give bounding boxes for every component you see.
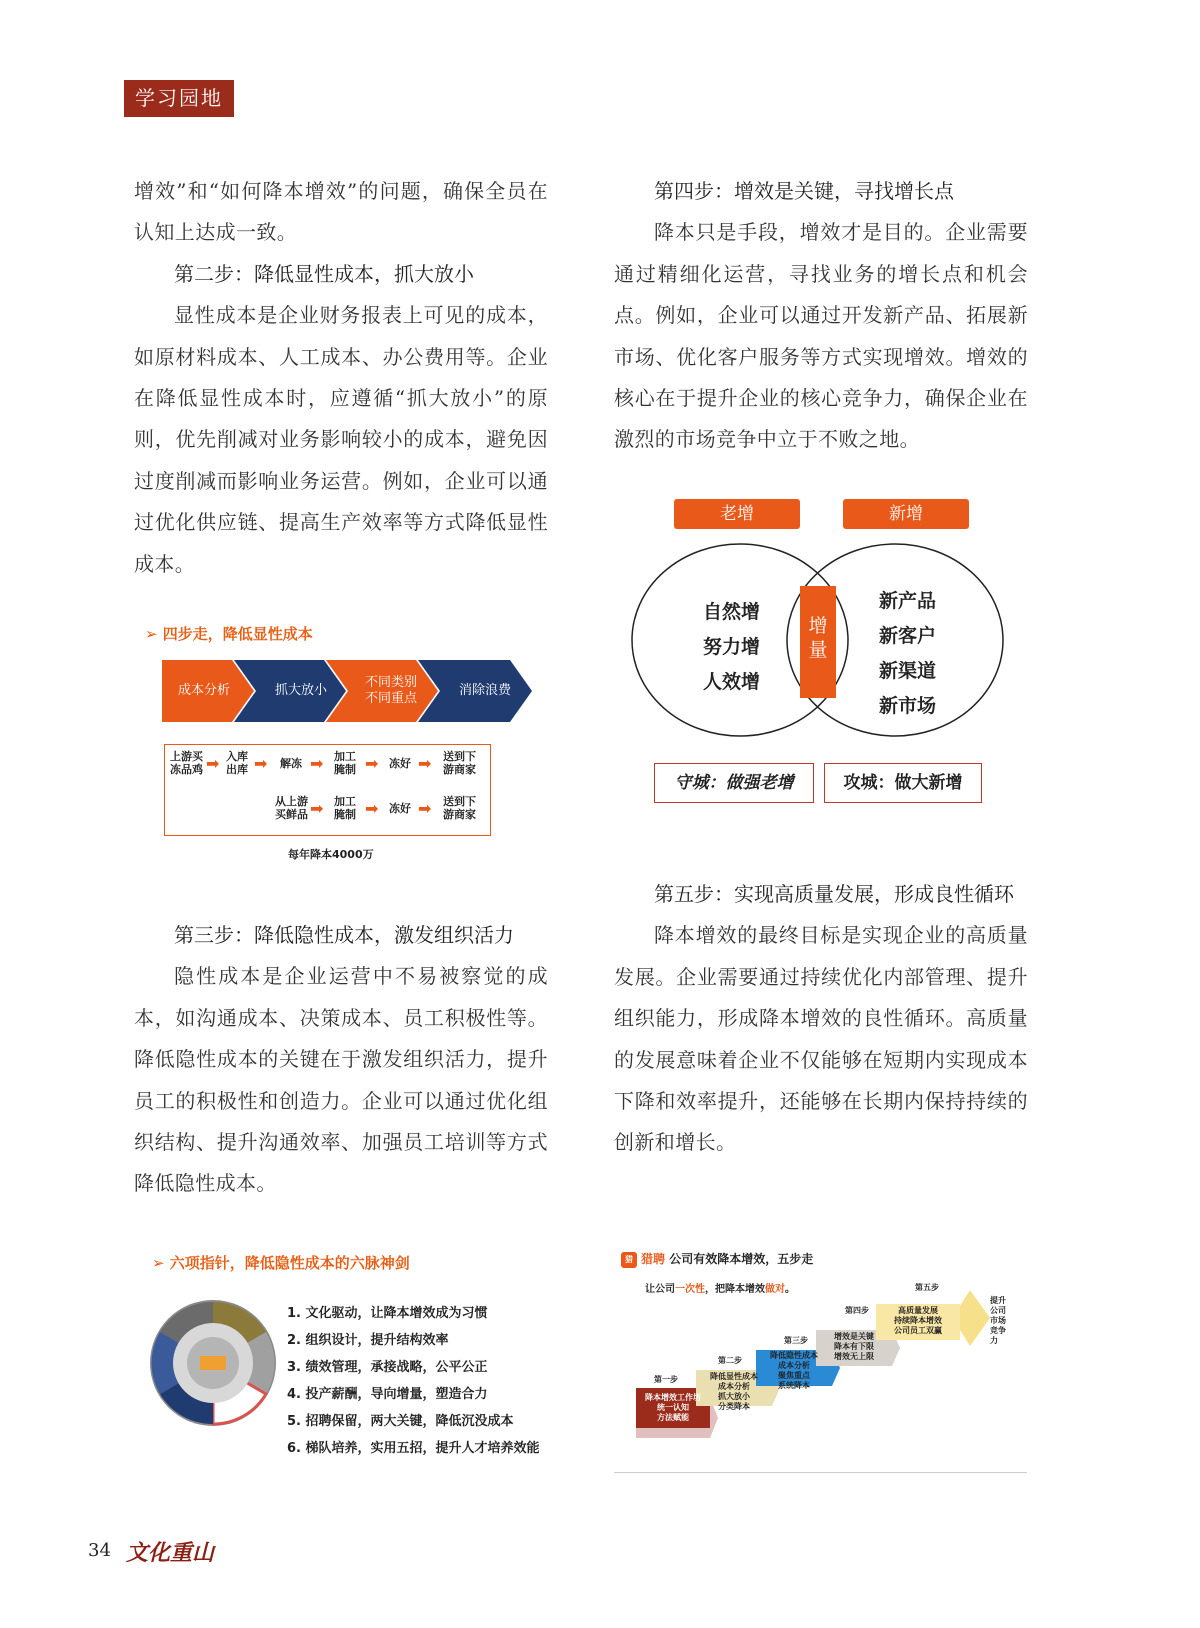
stair-step-text: 降本增效工作坊 统一认知 方法赋能 xyxy=(645,1393,701,1422)
step3-paragraph: 隐性成本是企业运营中不易被察觉的成本，如沟通成本、决策成本、员工积极性等。降低隐性成本的关键在于激发组织活力，提升员工的积极性和创造力。企业可以通过优化组织结构、提升沟通效率、加强员工培训等方式降低隐性成本。 xyxy=(134,964,548,1196)
stair-goal-text: 提升 公司 市场 竞争 力 xyxy=(990,1296,1006,1345)
flow-cell: 送到下 游商家 xyxy=(443,795,476,821)
figure3-wheel xyxy=(148,1298,278,1428)
figure3-title: ➢ 六项指针，降低隐性成本的六脉神剑 xyxy=(152,1254,410,1272)
stair-step-text: 降低显性成本 成本分析 抓大放小 分类降本 xyxy=(710,1372,758,1411)
step4-heading: 第四步：增效是关键，寻找增长点 xyxy=(654,179,954,203)
step5-heading: 第五步：实现高质量发展，形成良性循环 xyxy=(654,882,1014,906)
flow-cell: 冻好 xyxy=(389,802,411,815)
arrow-icon: ➡ xyxy=(310,754,324,773)
list-item: 1. 文化驱动，让降本增效成为习惯 xyxy=(287,1306,488,1321)
stair-step-text: 降低隐性成本 成本分析 聚焦重点 系统降本 xyxy=(770,1351,818,1390)
stair-step-label: 第三步 xyxy=(784,1336,808,1345)
left-column-bottom xyxy=(134,915,548,1205)
magazine-logo: 文化重山 xyxy=(126,1540,215,1566)
figure4-header xyxy=(621,1250,813,1268)
flow-cell: 上游买 冻品鸡 xyxy=(170,750,203,776)
venn-label-old: 老增 xyxy=(674,499,800,529)
fig4-sub-text: 。 xyxy=(785,1284,795,1295)
arrow-icon: ➡ xyxy=(254,754,268,773)
list-item: 2. 组织设计，提升结构效率 xyxy=(287,1333,449,1348)
figure4-title: 公司有效降本增效，五步走 xyxy=(669,1252,814,1266)
stair-step-text: 高质量发展 持续降本增效 公司员工双赢 xyxy=(894,1306,942,1335)
flow-cell: 入库 出库 xyxy=(226,750,248,776)
stair-step-label: 第四步 xyxy=(845,1306,869,1315)
stair-step-label: 第五步 xyxy=(915,1283,939,1292)
fig4-sub-text: 让公司 xyxy=(645,1284,675,1295)
fig4-sub-text: ，把降本增效 xyxy=(705,1284,765,1295)
fig4-sub-highlight: 做对 xyxy=(765,1284,785,1295)
arrow-icon: ➡ xyxy=(365,754,379,773)
venn-old-item: 努力增 xyxy=(703,636,761,658)
fig1-step-1: 成本分析 xyxy=(177,683,230,698)
list-item: 5. 招聘保留，两大关键，降低沉没成本 xyxy=(287,1414,514,1429)
venn-new-item: 新产品 xyxy=(879,590,937,612)
venn-old-item: 自然增 xyxy=(703,601,761,623)
list-item: 4. 投产薪酬，导向增量，塑造合力 xyxy=(287,1387,488,1402)
flow-cell: 送到下 游商家 xyxy=(443,750,476,776)
fig4-sub-highlight: 一次性 xyxy=(675,1284,705,1295)
arrow-icon: ➡ xyxy=(206,754,220,773)
fig1-step-4: 消除浪费 xyxy=(458,683,511,698)
right-column-bottom xyxy=(614,874,1028,1164)
figure4-divider xyxy=(614,1472,1027,1473)
figure1-title: ➢ 四步走，降低显性成本 xyxy=(145,625,313,643)
step2-heading: 第二步：降低显性成本，抓大放小 xyxy=(174,261,474,286)
page-number: 34 xyxy=(88,1540,111,1561)
intro-paragraph: 增效”和“如何降本增效”的问题，确保全员在认知上达成一致。 xyxy=(134,179,548,245)
right-column-top xyxy=(614,171,1028,461)
step4-paragraph: 降本只是手段，增效才是目的。企业需要通过精细化运营，寻找业务的增长点和机会点。例如，企业可以通过开发新产品、拓展新市场、优化客户服务等方式实现增效。增效的核心在于提升企业的核心竞争力，确保企业在激烈的市场竞争中立于不败之地。 xyxy=(614,220,1028,452)
flow-cell: 加工 腌制 xyxy=(334,750,356,776)
arrow-icon: ➡ xyxy=(365,799,379,818)
list-item: 6. 梯队培养，实用五招，提升人才培养效能 xyxy=(287,1441,540,1456)
figure4-brand: 猎聘 xyxy=(641,1252,666,1266)
stair-step-text: 增效是关键 降本有下限 增效无上限 xyxy=(834,1332,874,1361)
stair-step-label: 第二步 xyxy=(718,1356,742,1365)
fig1-step-3: 不同类别 不同重点 xyxy=(364,675,417,706)
flow-cell: 解冻 xyxy=(280,757,302,770)
list-item: 3. 绩效管理，承接战略，公平公正 xyxy=(287,1360,488,1375)
attack-tag: 攻城：做大新增 xyxy=(824,763,982,803)
step2-paragraph: 显性成本是企业财务报表上可见的成本，如原材料成本、人工成本、办公费用等。企业在降低显性成本时，应遵循“抓大放小”的原则，优先削减对业务影响较小的成本，避免因过度削减而影响业务运营。例如，企业可以通过优化供应链、提高生产效率等方式降低显性成本。 xyxy=(134,303,548,576)
stair-step-label: 第一步 xyxy=(654,1375,678,1384)
liepin-logo-icon: 猎 xyxy=(621,1252,637,1268)
flow-cell: 从上游 买鲜品 xyxy=(275,795,308,821)
arrow-icon: ➡ xyxy=(418,799,432,818)
section-tag: 学习园地 xyxy=(124,80,234,117)
arrow-icon: ➡ xyxy=(418,754,432,773)
arrow-icon: ➡ xyxy=(310,799,324,818)
venn-center-label: 增量 xyxy=(800,586,836,698)
figure3-list xyxy=(287,1300,540,1462)
left-column-top xyxy=(134,171,548,585)
venn-new-item: 新市场 xyxy=(879,695,937,717)
fig1-step-2: 抓大放小 xyxy=(274,683,327,698)
venn-label-new: 新增 xyxy=(843,499,969,529)
figure1-caption: 每年降本4000万 xyxy=(288,848,374,861)
venn-old-item: 人效增 xyxy=(703,671,761,693)
defend-tag: 守城：做强老增 xyxy=(654,763,814,803)
venn-new-item: 新客户 xyxy=(879,625,937,647)
flow-cell: 加工 腌制 xyxy=(334,795,356,821)
step5-paragraph: 降本增效的最终目标是实现企业的高质量发展。企业需要通过持续优化内部管理、提升组织能力，形成降本增效的良性循环。高质量的发展意味着企业不仅能够在短期内实现成本下降和效率提升，还能够在长期内保持持续的创新和增长。 xyxy=(614,923,1028,1155)
flow-cell: 冻好 xyxy=(389,757,411,770)
venn-new-item: 新渠道 xyxy=(879,660,937,682)
step3-heading: 第三步：降低隐性成本，激发组织活力 xyxy=(174,923,514,947)
